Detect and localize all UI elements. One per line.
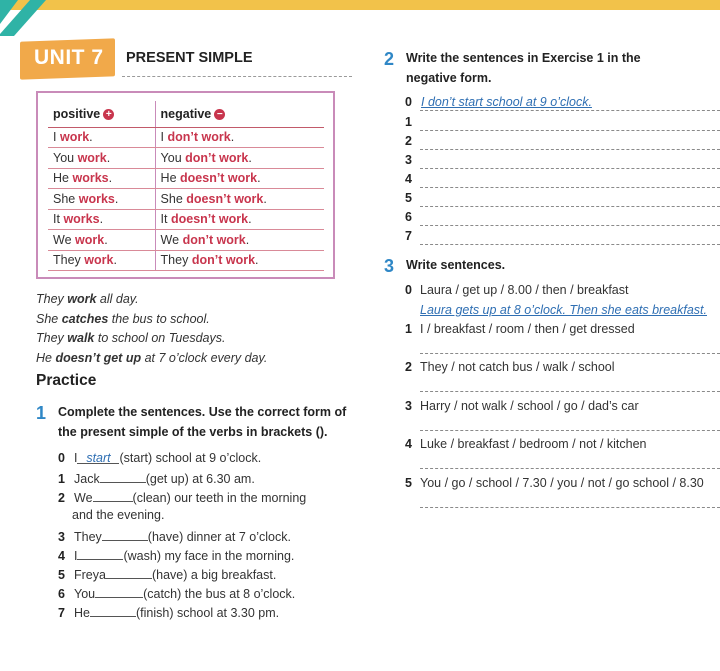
negative-cell [155, 168, 324, 189]
positive-cell [48, 189, 155, 210]
unit-title: PRESENT SIMPLE [126, 50, 253, 66]
item-number: 7 [58, 606, 65, 620]
answer-blank[interactable] [95, 585, 143, 598]
positive-header: positive + [48, 101, 155, 127]
positive-cell [48, 148, 155, 169]
item-number: 4 [58, 549, 65, 563]
item-number: 0 [405, 283, 412, 297]
item-text: (start) school at 9 o’clock. [119, 451, 262, 465]
exercise2-line-number: 7 [405, 229, 412, 243]
item-text: (have) a big breakfast. [151, 568, 277, 582]
negative-cell [155, 209, 324, 230]
item-text: (wash) my face in the morning. [123, 549, 295, 563]
period: . [248, 150, 252, 165]
verb-negative: don’t work [182, 232, 246, 247]
corner-stripes-icon [0, 0, 80, 40]
positive-cell [48, 209, 155, 230]
exercise1-item [58, 604, 279, 620]
verb-negative: doesn’t work [186, 191, 264, 206]
answer-blank[interactable] [102, 528, 148, 541]
top-color-bar [0, 0, 720, 10]
practice-heading: Practice [36, 372, 97, 389]
item-subject: He [74, 606, 90, 620]
grammar-table [48, 101, 324, 271]
exercise3-answer-line[interactable] [420, 391, 720, 392]
period: . [108, 171, 113, 186]
subject: They [160, 253, 189, 268]
grammar-row [48, 148, 324, 169]
exercise2-line-number: 4 [405, 172, 412, 186]
exercise3-item [405, 476, 704, 490]
item-number: 4 [405, 437, 412, 451]
exercise3-example-answer: Laura gets up at 8 o’clock. Then she eats breakfast. [420, 303, 707, 317]
example-sentence [36, 349, 267, 369]
example-pre: She [36, 311, 62, 326]
exercise2-answer-line[interactable] [420, 110, 720, 111]
title-divider [122, 76, 352, 77]
verb-positive: work [59, 130, 90, 145]
positive-cell [48, 127, 155, 148]
exercise1-item [58, 566, 276, 582]
exercise1-item [58, 528, 291, 544]
item-text: (clean) our teeth in the morning [132, 491, 307, 505]
example-post: to school on Tuesdays. [94, 331, 226, 345]
example-verb: walk [67, 331, 95, 345]
subject: He [53, 171, 69, 186]
exercise2-answer-line[interactable] [420, 187, 720, 188]
grammar-row [48, 127, 324, 148]
plus-icon: + [103, 109, 114, 120]
verb-positive: works [78, 191, 115, 206]
answer-blank[interactable] [106, 566, 152, 579]
exercise2-answer-line[interactable] [420, 130, 720, 131]
unit-label: UNIT 7 [34, 45, 104, 69]
exercise2-line-number: 1 [405, 115, 412, 129]
exercise3-answer-line[interactable] [420, 507, 720, 508]
item-number: 0 [58, 451, 65, 465]
item-subject: We [74, 491, 93, 505]
item-number: 3 [58, 530, 65, 544]
exercise3-number: 3 [384, 256, 395, 276]
exercise2-line-number: 5 [405, 191, 412, 205]
subject: He [160, 171, 177, 186]
verb-negative: doesn’t work [180, 171, 258, 186]
item-prompt: Luke / breakfast / bedroom / not / kitchen [420, 437, 647, 451]
example-pre: They [36, 331, 68, 345]
answer-blank[interactable] [90, 604, 136, 617]
exercise3-answer-line[interactable] [420, 430, 720, 431]
exercise1-item [58, 547, 294, 563]
item-number: 5 [405, 476, 412, 490]
grammar-examples [36, 290, 267, 368]
example-sentence [36, 290, 267, 310]
grammar-row [48, 250, 324, 271]
example-pre: They [36, 292, 68, 306]
grammar-row [48, 168, 324, 189]
item-text: (catch) the bus at 8 o’clock. [143, 587, 296, 601]
exercise2-line-number: 2 [405, 134, 412, 148]
period: . [99, 212, 104, 227]
exercise2-example-answer: I don’t start school at 9 o’clock. [421, 95, 592, 109]
negative-cell [155, 189, 324, 210]
minus-icon: − [214, 109, 225, 120]
grammar-row [48, 230, 324, 251]
exercise2-instruction: Write the sentences in Exercise 1 in the negative form. [406, 51, 641, 85]
negative-cell [155, 127, 324, 148]
subject: We [160, 232, 180, 247]
exercise3-item [405, 437, 647, 451]
exercise2-line-number: 0 [405, 95, 412, 109]
verb-positive: work [75, 232, 105, 247]
period: . [89, 130, 93, 145]
exercise1-item [58, 470, 255, 486]
subject: She [160, 191, 183, 206]
positive-cell [48, 230, 155, 251]
positive-cell [48, 250, 155, 271]
period: . [255, 253, 259, 268]
subject: We [53, 232, 72, 247]
period: . [104, 232, 108, 247]
item-subject: I [74, 451, 78, 465]
exercise3-item [405, 283, 628, 297]
negative-cell [155, 230, 324, 251]
item-number: 3 [405, 399, 412, 413]
item-subject: I [74, 549, 78, 563]
item-text: (get up) at 6.30 am. [145, 472, 255, 486]
exercise3-item [405, 322, 635, 336]
item-text: (finish) school at 3.30 pm. [135, 606, 280, 620]
exercise2-answer-line[interactable] [420, 206, 720, 207]
answer-blank[interactable] [77, 451, 119, 464]
verb-positive: work [77, 150, 107, 165]
item-prompt: Laura / get up / 8.00 / then / breakfast [420, 283, 629, 297]
exercise2-answer-line[interactable] [420, 244, 720, 245]
exercise1-instruction: Complete the sentences. Use the correct form of the present simple of the verbs in brackets (). [58, 405, 347, 439]
unit-badge [20, 38, 115, 79]
exercise2-answer-line[interactable] [420, 168, 720, 169]
period: . [257, 171, 261, 186]
period: . [106, 150, 111, 165]
exercise3-item [405, 360, 615, 374]
item-number: 6 [58, 587, 65, 601]
example-post: all day. [96, 292, 139, 306]
exercise2-number: 2 [384, 49, 395, 69]
item-number: 2 [405, 360, 412, 374]
verb-negative: doesn’t work [170, 212, 249, 227]
item-number: 5 [58, 568, 65, 582]
item-number: 1 [58, 472, 65, 486]
positive-cell [48, 168, 155, 189]
item-prompt: Harry / not walk / school / go / dad’s car [420, 399, 639, 413]
exercise1-item [72, 508, 164, 522]
answer-text: start [86, 451, 111, 465]
exercise3-answer-line[interactable] [420, 468, 720, 469]
item-subject: Jack [74, 472, 100, 486]
period: . [245, 232, 250, 247]
example-verb: work [67, 292, 97, 306]
answer-blank[interactable] [100, 470, 146, 483]
exercise1-item [58, 585, 295, 601]
example-sentence [36, 310, 267, 330]
exercise2-line-number: 3 [405, 153, 412, 167]
item-number: 2 [58, 491, 65, 505]
negative-cell [155, 148, 324, 169]
verb-positive: works [63, 212, 100, 227]
exercise3-item [405, 399, 639, 413]
period: . [114, 191, 119, 206]
subject: It [160, 212, 168, 227]
item-number: 1 [405, 322, 412, 336]
exercise1-number: 1 [36, 403, 47, 423]
subject: You [160, 150, 182, 165]
verb-negative: don’t work [185, 150, 249, 165]
answer-blank[interactable] [93, 489, 133, 502]
item-text: (have) dinner at 7 o’clock. [147, 530, 291, 544]
example-verb: doesn’t get up [55, 350, 142, 365]
item-subject: Freya [74, 568, 106, 582]
exercise2-line-number: 6 [405, 210, 412, 224]
subject: It [53, 212, 60, 227]
period: . [248, 212, 252, 227]
exercise1-item [58, 451, 261, 465]
example-post: at 7 o’clock every day. [141, 350, 268, 365]
verb-positive: work [84, 253, 114, 268]
period: . [113, 253, 117, 268]
subject: You [53, 150, 75, 165]
example-post: the bus to school. [108, 311, 210, 326]
subject: I [53, 130, 57, 145]
item-prompt: They / not catch bus / walk / school [420, 360, 615, 374]
item-prompt: I / breakfast / room / then / get dressed [420, 322, 635, 336]
exercise3-answer-line[interactable] [420, 353, 720, 354]
item-prompt: You / go / school / 7.30 / you / not / go school / 8.30 [420, 476, 704, 490]
subject: She [53, 191, 76, 206]
example-pre: He [36, 350, 56, 365]
grammar-row [48, 209, 324, 230]
verb-negative: don’t work [191, 253, 256, 268]
exercise2-answer-line[interactable] [420, 225, 720, 226]
period: . [230, 130, 235, 145]
subject: They [53, 253, 81, 268]
example-verb: catches [61, 311, 109, 326]
negative-cell [155, 250, 324, 271]
item-text: and the evening. [72, 508, 165, 522]
example-sentence [36, 329, 267, 349]
item-subject: They [74, 530, 102, 544]
period: . [263, 191, 267, 206]
item-subject: You [74, 587, 96, 601]
exercise1-item [58, 489, 306, 505]
answer-blank[interactable] [77, 547, 123, 560]
verb-positive: works [72, 171, 109, 186]
subject: I [160, 130, 165, 145]
negative-header: negative − [155, 101, 324, 127]
exercise2-answer-line[interactable] [420, 149, 720, 150]
exercise3-instruction: Write sentences. [406, 258, 506, 272]
grammar-row [48, 189, 324, 210]
verb-negative: don’t work [167, 130, 231, 145]
